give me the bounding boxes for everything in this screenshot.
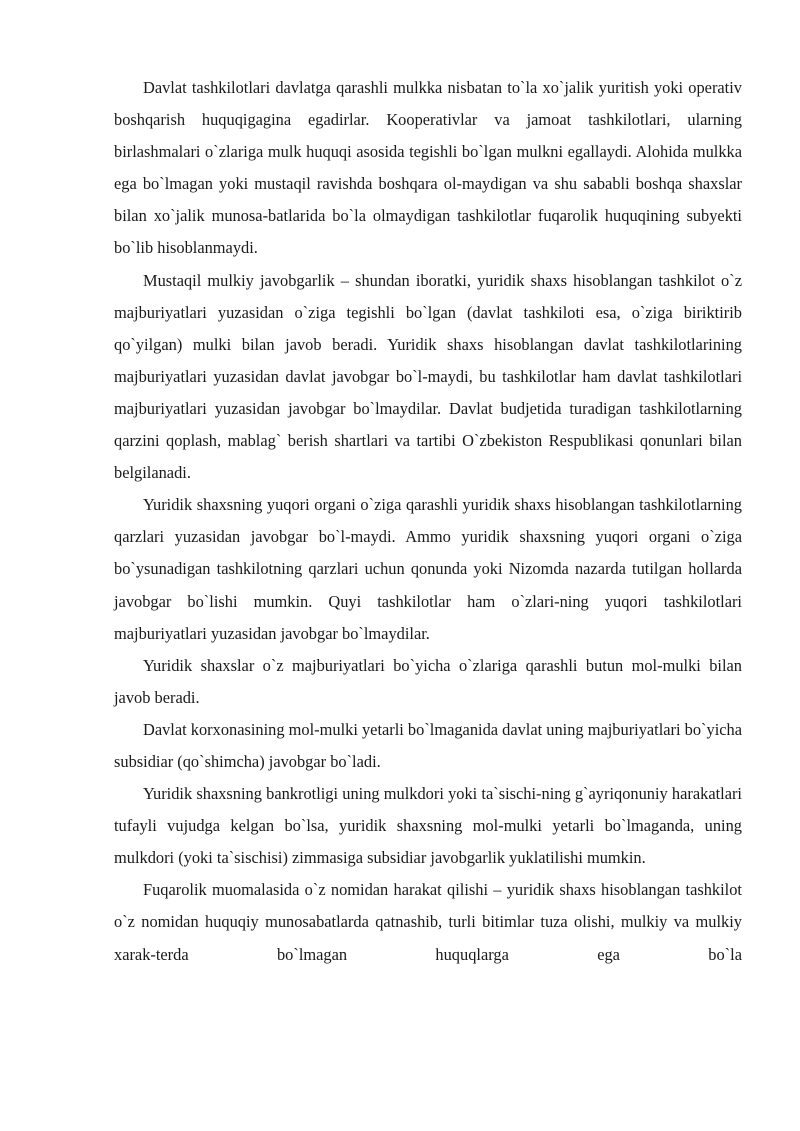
paragraph-civil-circulation: Fuqarolik muomalasida o`z nomidan harakat qilishi – yuridik shaxs hisoblangan tashkilot o`z nomidan huquqiy munosabatlarda qatnashib, turli bitimlar tuza olishi, mulkiy va mulkiy xarak-terda bo`lmagan huquqlarga ega bo`la	[114, 880, 742, 964]
paragraph-property-liability: Yuridik shaxslar o`z majburiyatlari bo`yicha o`zlariga qarashli butun mol-mulki bilan javob beradi.	[114, 655, 742, 707]
document-page	[114, 72, 742, 971]
paragraph-bankruptcy: Yuridik shaxsning bankrotligi uning mulkdori yoki ta`sischi-ning g`ayriqonuniy harakatlari tufayli vujudga kelgan bo`lsa, yuridik shaxsning mol-mulki yetarli bo`lmaganda, uning mulkdori (yoki ta`sischisi) zimmasiga subsidiar javobgarlik yuklatilishi mumkin.	[114, 784, 742, 868]
paragraph-state-organizations: Davlat tashkilotlari davlatga qarashli mulkka nisbatan to`la xo`jalik yuritish yoki operativ boshqarish huquqigagina egadirlar. Kooperativlar va jamoat tashkilotlari, ularning birlashmalari o`zlariga mulk huquqi asosida tegishli bo`lgan mulkni egallaydi. Alohida mulkka ega bo`lmagan yoki mustaqil ravishda boshqara ol-maydigan va shu sababli boshqa shaxslar bilan xo`jalik munosa-batlarida bo`la olmaydigan tashkilotlar fuqarolik huquqining subyekti bo`lib hisoblanmaydi.	[114, 78, 742, 258]
paragraph-higher-body-liability: Yuridik shaxsning yuqori organi o`ziga qarashli yuridik shaxs hisoblangan tashkilotlarning qarzlari yuzasidan javobgar bo`l-maydi. Ammo yuridik shaxsning yuqori organi o`ziga bo`ysunadigan tashkilotning qarzlari uchun qonunda yoki Nizomda nazarda tutilgan hollarda javobgar bo`lishi mumkin. Quyi tashkilotlar ham o`zlari-ning yuqori tashkilotlari majburiyatlari yuzasidan javobgar bo`lmaydilar.	[114, 495, 742, 643]
paragraph-independent-liability: Mustaqil mulkiy javobgarlik – shundan iboratki, yuridik shaxs hisoblangan tashkilot o`z majburiyatlari yuzasidan o`ziga tegishli bo`lgan (davlat tashkiloti esa, o`ziga biriktirib qo`yilgan) mulki bilan javob beradi. Yuridik shaxs hisoblangan davlat tashkilotlarining majburiyatlari yuzasidan davlat javobgar bo`l-maydi, bu tashkilotlar ham davlat tashkilotlari majburiyatlari yuzasidan javobgar bo`lmaydilar. Davlat budjetida turadigan tashkilotlarning qarzini qoplash, mablag` berish shartlari va tartibi O`zbekiston Respublikasi qonunlari bilan belgilanadi.	[114, 270, 742, 483]
paragraph-subsidiary-liability: Davlat korxonasining mol-mulki yetarli bo`lmaganida davlat uning majburiyatlari bo`yicha subsidiar (qo`shimcha) javobgar bo`ladi.	[114, 719, 743, 771]
